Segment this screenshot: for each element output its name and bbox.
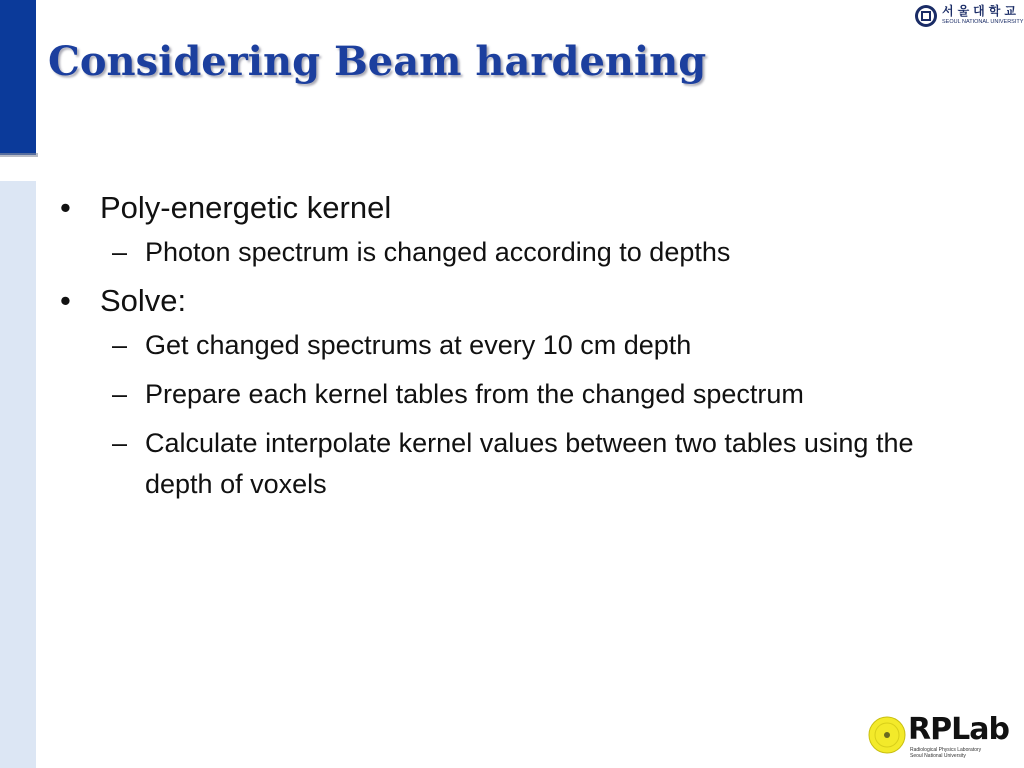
- sub-bullet-marker: –: [112, 428, 128, 458]
- sub-bullet-text: Photon spectrum is changed according to depths: [145, 237, 731, 267]
- sub-bullet-item: [60, 232, 960, 273]
- lab-name: RPLab: [908, 712, 1009, 747]
- bullet-text: Poly-energetic kernel: [100, 190, 392, 225]
- side-accent-bar: [0, 181, 36, 768]
- bullet-marker: •: [60, 190, 71, 225]
- sub-bullet-text: Calculate interpolate kernel values between two tables using the depth of voxels: [145, 428, 914, 499]
- snu-emblem-icon: [914, 4, 938, 28]
- bullet-marker: •: [60, 283, 71, 318]
- bullet-item: [60, 188, 960, 228]
- sub-bullet-marker: –: [112, 379, 128, 409]
- university-name-korean: 서울대학교: [942, 4, 1020, 18]
- rplab-logo-icon: [868, 716, 906, 754]
- slide-content: [60, 188, 960, 513]
- bullet-text: Solve:: [100, 283, 187, 318]
- top-accent-bar: [0, 0, 36, 155]
- sub-bullet-marker: –: [112, 237, 128, 267]
- university-name-english: SEOUL NATIONAL UNIVERSITY: [942, 19, 1024, 25]
- sub-bullet-item: [60, 423, 960, 505]
- bullet-item: [60, 281, 960, 321]
- slide-title: Considering Beam hardening: [48, 38, 707, 85]
- sub-bullet-item: [60, 325, 960, 366]
- sub-bullet-marker: –: [112, 330, 128, 360]
- sub-bullet-item: [60, 374, 960, 415]
- accent-bar-shadow: [0, 153, 38, 157]
- sub-bullet-text: Get changed spectrums at every 10 cm depth: [145, 330, 692, 360]
- sub-bullet-text: Prepare each kernel tables from the changed spectrum: [145, 379, 804, 409]
- university-logo: [914, 2, 1022, 30]
- lab-logo: [868, 714, 1013, 760]
- lab-subtitle-line1: Radiological Physics Laboratory: [910, 747, 982, 753]
- lab-subtitle-line2: Seoul National University: [910, 753, 966, 759]
